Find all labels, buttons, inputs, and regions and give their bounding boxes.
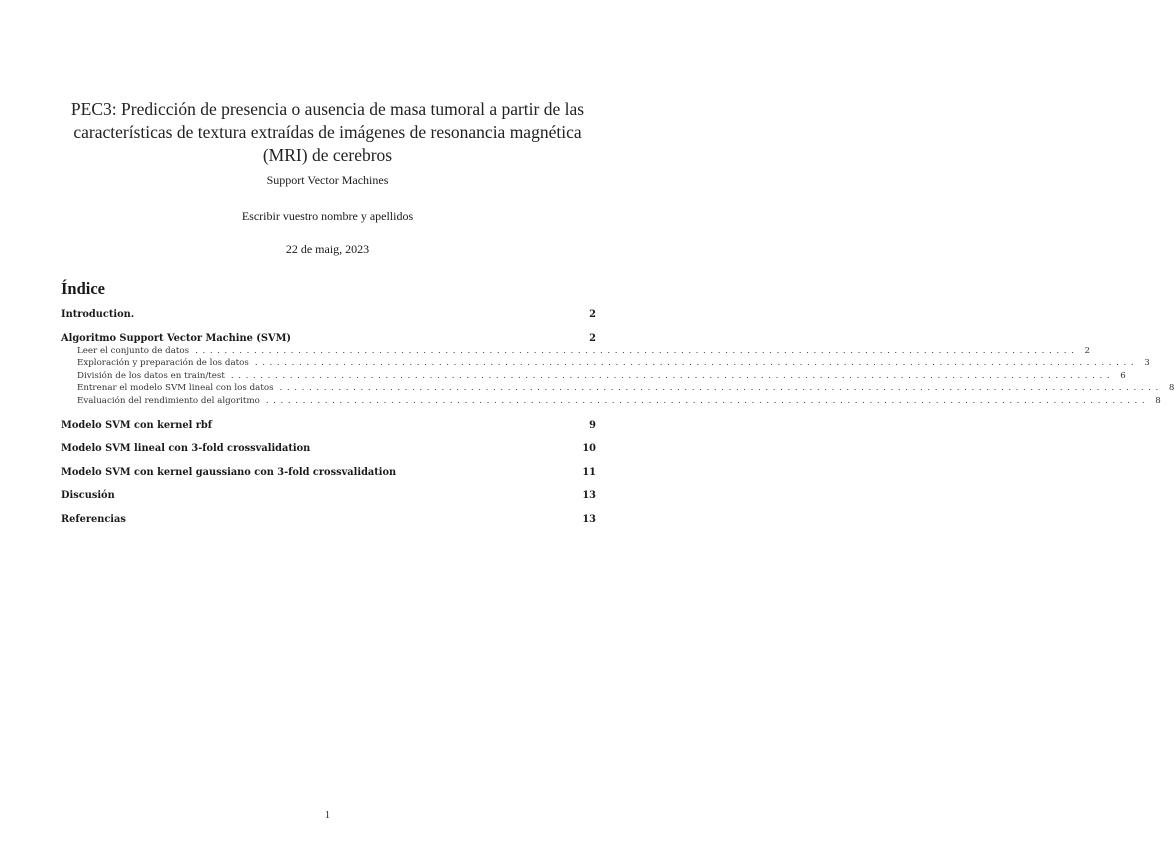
toc-subentry-train-linear-svm[interactable] [61, 383, 1174, 393]
toc-entry-label: Discusión [61, 490, 115, 501]
toc-dot-leader: ........................................................................................................................ [230, 371, 1115, 381]
toc-entry-label: Evaluación del rendimiento del algoritmo [77, 396, 260, 406]
toc-entry-discussion[interactable] [61, 490, 596, 501]
toc-entry-label: Modelo SVM con kernel gaussiano con 3-fold crossvalidation [61, 467, 397, 478]
toc-entry-page: 13 [582, 514, 596, 525]
toc-entry-svm-algorithm[interactable] [61, 333, 596, 344]
toc-entry-page: 2 [589, 333, 596, 344]
toc-entry-label: Referencias [61, 514, 126, 525]
toc-dot-leader: ........................................................................................................................ [254, 358, 1139, 368]
document-date: 22 de maig, 2023 [285, 242, 370, 256]
toc-entry-label: División de los datos en train/test [77, 371, 225, 381]
toc-entry-label: Exploración y preparación de los datos [77, 358, 249, 368]
toc-entry-references[interactable] [61, 514, 596, 525]
toc-entry-label: Leer el conjunto de datos [77, 346, 190, 356]
page-number: 1 [325, 810, 330, 821]
toc-entry-svm-gaussian-cv[interactable] [61, 467, 596, 478]
toc-subentry-exploration[interactable] [61, 358, 1150, 368]
toc-entry-page: 2 [589, 309, 596, 320]
toc-entry-label: Introduction. [61, 309, 135, 320]
toc-entry-page: 2 [1084, 346, 1091, 356]
document-subtitle: Support Vector Machines [266, 173, 389, 187]
toc-subentry-train-test-split[interactable] [61, 371, 1126, 381]
toc-entry-page: 8 [1168, 383, 1174, 393]
toc-dot-leader: ........................................................................................................................ [279, 383, 1163, 393]
toc-entry-page: 9 [589, 420, 596, 431]
toc-dot-leader: ........................................................................................................................ [195, 346, 1079, 356]
toc-entry-label: Algoritmo Support Vector Machine (SVM) [61, 333, 292, 344]
toc-entry-label: Modelo SVM lineal con 3-fold crossvalidation [61, 443, 311, 454]
toc-entry-page: 10 [582, 443, 596, 454]
document-author: Escribir vuestro nombre y apellidos [241, 209, 414, 223]
toc-entry-introduction[interactable] [61, 309, 596, 320]
toc-entry-label: Modelo SVM con kernel rbf [61, 420, 212, 431]
toc-dot-leader: ........................................................................................................................ [265, 396, 1150, 406]
toc-subentry-evaluation[interactable] [61, 396, 1161, 406]
toc-entry-page: 13 [582, 490, 596, 501]
toc-entry-page: 3 [1144, 358, 1150, 368]
toc-entry-svm-linear-cv[interactable] [61, 443, 596, 454]
document-title: PEC3: Predicción de presencia o ausencia de masa tumoral a partir de las características de textura extraídas de imágenes de resonancia magnética (MRI) de cerebros [70, 99, 585, 165]
toc-entry-page: 11 [582, 467, 596, 478]
toc-entry-svm-rbf[interactable] [61, 420, 596, 431]
toc-heading: Índice [61, 279, 106, 298]
toc-subentry-read-data[interactable] [61, 346, 1091, 356]
toc-entry-page: 6 [1120, 371, 1126, 381]
toc-entry-label: Entrenar el modelo SVM lineal con los datos [77, 383, 274, 393]
toc-entry-page: 8 [1155, 396, 1161, 406]
